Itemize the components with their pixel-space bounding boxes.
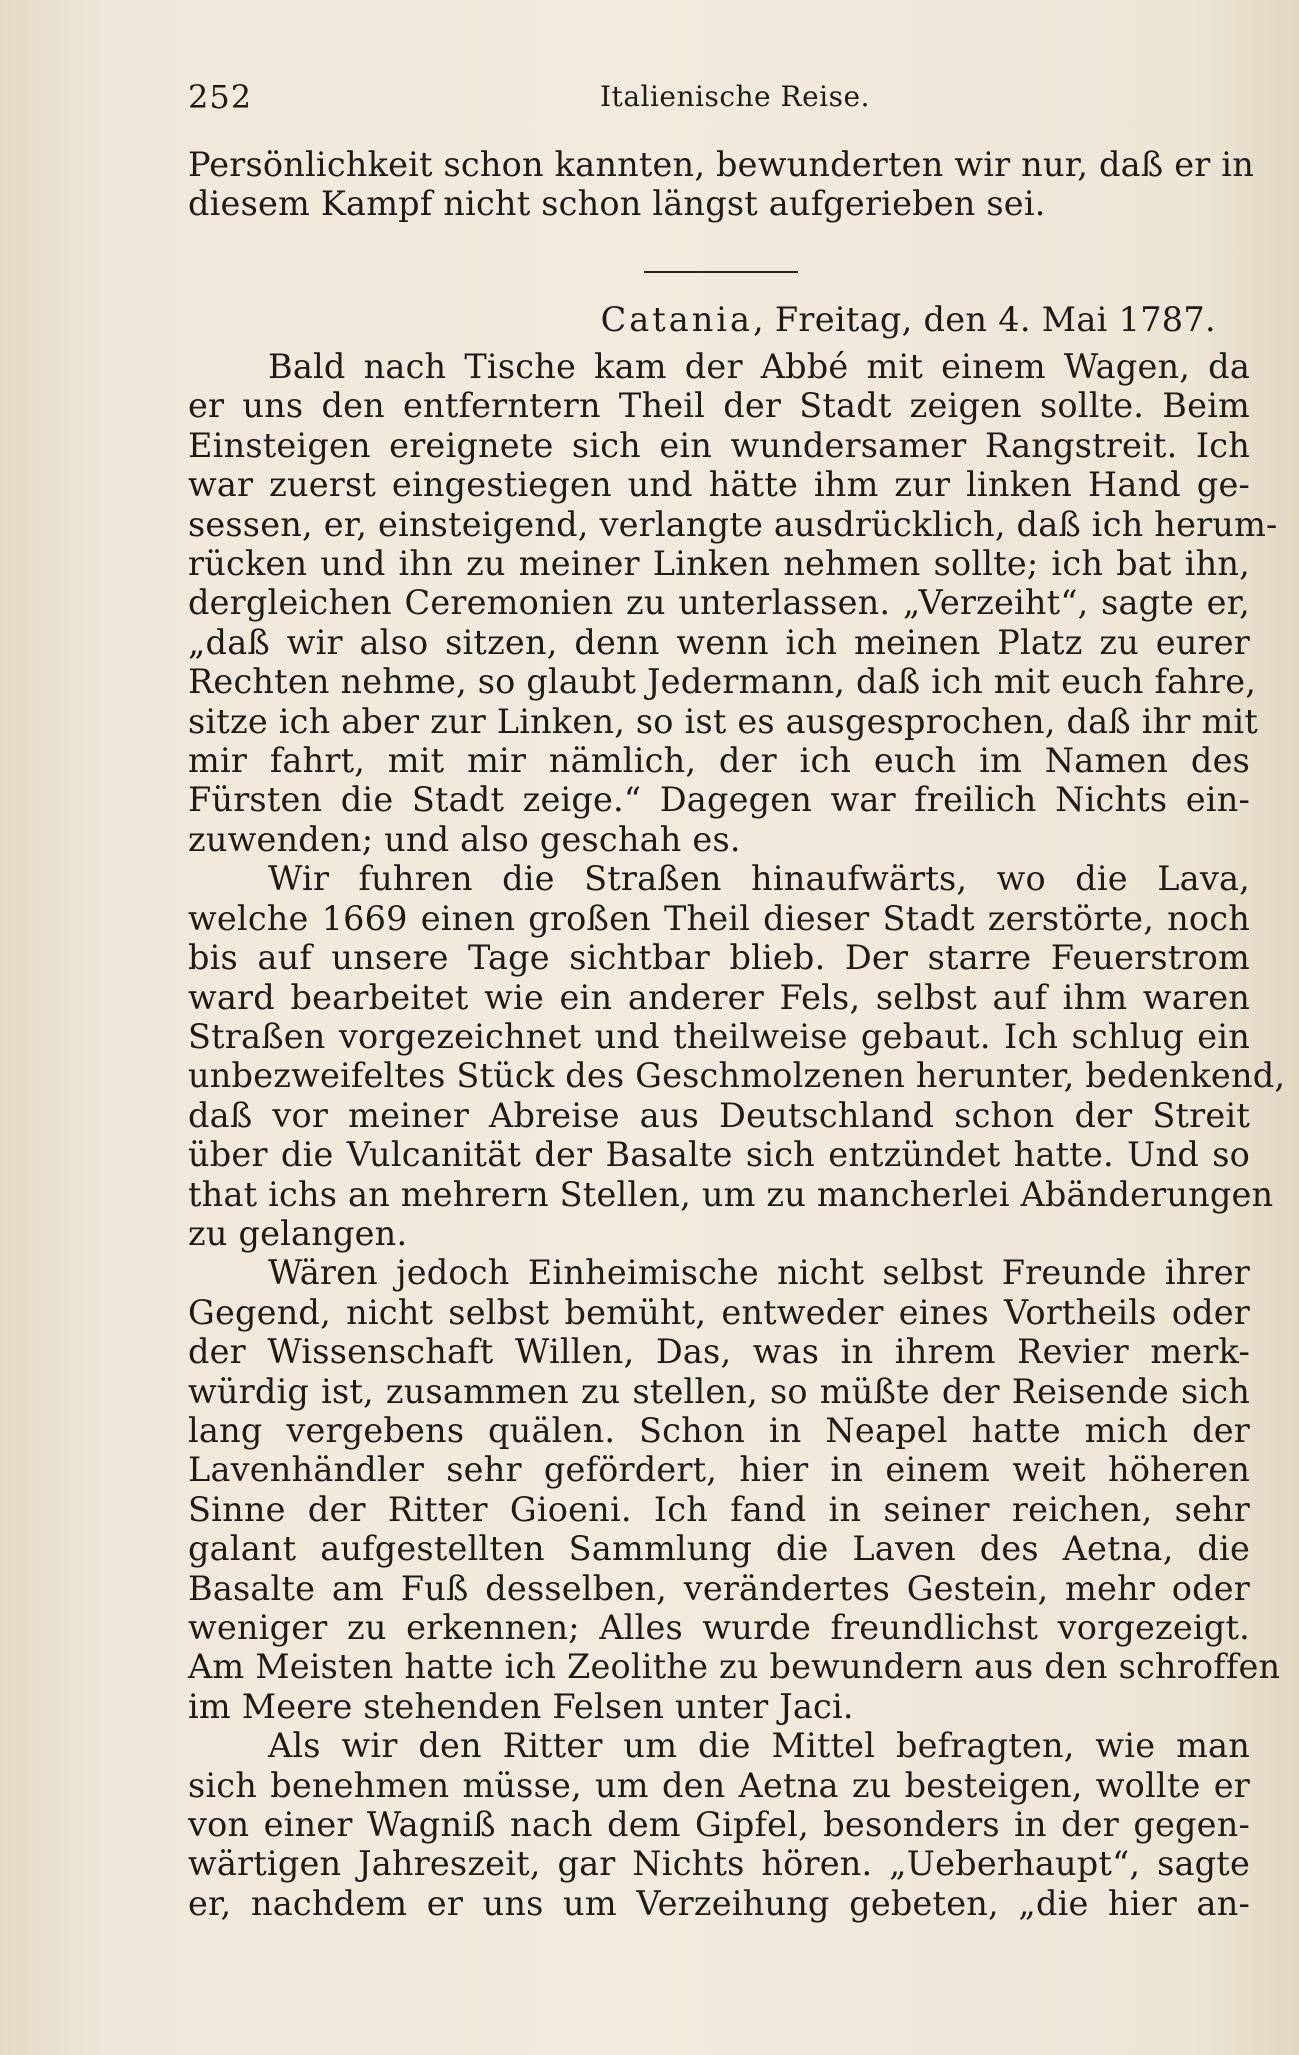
text-line: Fürsten die Stadt zeige.“ Dagegen war freilich Nichts ein- <box>188 780 1250 820</box>
text-line: ward bearbeitet wie ein anderer Fels, selbst auf ihm waren <box>188 977 1250 1017</box>
text-line: Als wir den Ritter um die Mittel befragten, wie man <box>268 1726 1250 1766</box>
text-line: der Wissenschaft Willen, Das, was in ihrem Revier merk- <box>188 1332 1250 1372</box>
page-header <box>188 78 1248 128</box>
dateline-date: , Freitag, den 4. Mai 1787. <box>752 300 1216 339</box>
opening-paragraph <box>188 145 1254 224</box>
text-line: welche 1669 einen großen Theil dieser Stadt zerstörte, noch <box>188 898 1250 938</box>
text-line: zu gelangen. <box>188 1213 408 1253</box>
paragraph-4 <box>188 1726 1250 1923</box>
text-line: Lavenhändler sehr gefördert, hier in einem weit höheren <box>188 1450 1250 1490</box>
text-line: lang vergebens quälen. Schon in Neapel hatte mich der <box>188 1410 1250 1450</box>
text-line: über die Vulcanität der Basalte sich entzündet hatte. Und so <box>188 1135 1250 1175</box>
text-line: galant aufgestellten Sammlung die Laven des Aetna, die <box>188 1529 1250 1569</box>
text-line: unbezweifeltes Stück des Geschmolzenen herunter, bedenkend, <box>188 1056 1286 1096</box>
text-line: im Meere stehenden Felsen unter Jaci. <box>188 1686 854 1726</box>
paragraph-3 <box>188 1253 1281 1726</box>
text-line: bis auf unsere Tage sichtbar blieb. Der starre Feuerstrom <box>188 938 1250 978</box>
dateline <box>188 300 1216 339</box>
text-line: that ichs an mehrern Stellen, um zu mancherlei Abänderungen <box>188 1174 1274 1214</box>
paragraph-2 <box>188 859 1286 1253</box>
text-line: zuwenden; und also geschah es. <box>188 819 741 859</box>
text-line: Gegend, nicht selbst bemüht, entweder eines Vortheils oder <box>188 1292 1250 1332</box>
text-line: rücken und ihn zu meiner Linken nehmen sollte; ich bat ihn, <box>188 544 1250 584</box>
paragraph-1 <box>188 347 1278 859</box>
text-line: „daß wir also sitzen, denn wenn ich meinen Platz zu eurer <box>188 622 1250 662</box>
text-line: Wir fuhren die Straßen hinaufwärts, wo die Lava, <box>268 859 1250 899</box>
text-line: Rechten nehme, so glaubt Jedermann, daß ich mit euch fahre, <box>188 662 1257 702</box>
text-line: sitze ich aber zur Linken, so ist es ausgesprochen, daß ihr mit <box>188 701 1259 741</box>
text-line: Wären jedoch Einheimische nicht selbst Freunde ihrer <box>268 1253 1250 1293</box>
text-line: diesem Kampf nicht schon längst aufgerieben sei. <box>188 184 1046 224</box>
text-line: sich benehmen müsse, um den Aetna zu besteigen, wollte er <box>188 1765 1250 1805</box>
text-line: Einsteigen ereignete sich ein wundersamer Rangstreit. Ich <box>188 425 1250 465</box>
page-number: 252 <box>188 78 253 116</box>
text-line: weniger zu erkennen; Alles wurde freundlichst vorgezeigt. <box>188 1608 1250 1647</box>
body-text <box>188 347 1286 1923</box>
text-line: würdig ist, zusammen zu stellen, so müßte der Reisende sich <box>188 1371 1250 1411</box>
section-divider <box>644 271 798 273</box>
text-line: daß vor meiner Abreise aus Deutschland schon der Streit <box>188 1095 1250 1135</box>
text-line: Sinne der Ritter Gioeni. Ich fand in seiner reichen, sehr <box>188 1489 1250 1529</box>
text-line: wärtigen Jahreszeit, gar Nichts hören. „Ueberhaupt“, sagte <box>188 1844 1250 1884</box>
text-line: Bald nach Tische kam der Abbé mit einem Wagen, da <box>268 347 1250 386</box>
text-line: sessen, er, einsteigend, verlangte ausdrücklich, daß ich herum- <box>188 504 1278 544</box>
text-line: er uns den entferntern Theil der Stadt zeigen sollte. Beim <box>188 386 1250 426</box>
text-line: Persönlichkeit schon kannten, bewunderten wir nur, daß er in <box>188 145 1254 184</box>
text-line: war zuerst eingestiegen und hätte ihm zur linken Hand ge- <box>188 465 1250 505</box>
text-line: Basalte am Fuß desselben, verändertes Gestein, mehr oder <box>188 1568 1250 1608</box>
running-title: Italienische Reise. <box>600 80 870 113</box>
text-line: Am Meisten hatte ich Zeolithe zu bewundern aus den schroffen <box>188 1647 1281 1687</box>
text-line: von einer Wagniß nach dem Gipfel, besonders in der gegen- <box>188 1805 1250 1845</box>
dateline-place: Catania <box>600 300 753 339</box>
text-line: er, nachdem er uns um Verzeihung gebeten, „die hier an- <box>188 1883 1250 1923</box>
text-line: mir fahrt, mit mir nämlich, der ich euch im Namen des <box>188 741 1250 781</box>
text-line: Straßen vorgezeichnet und theilweise gebaut. Ich schlug ein <box>188 1016 1250 1056</box>
text-line: dergleichen Ceremonien zu unterlassen. „Verzeiht“, sagte er, <box>188 583 1250 623</box>
